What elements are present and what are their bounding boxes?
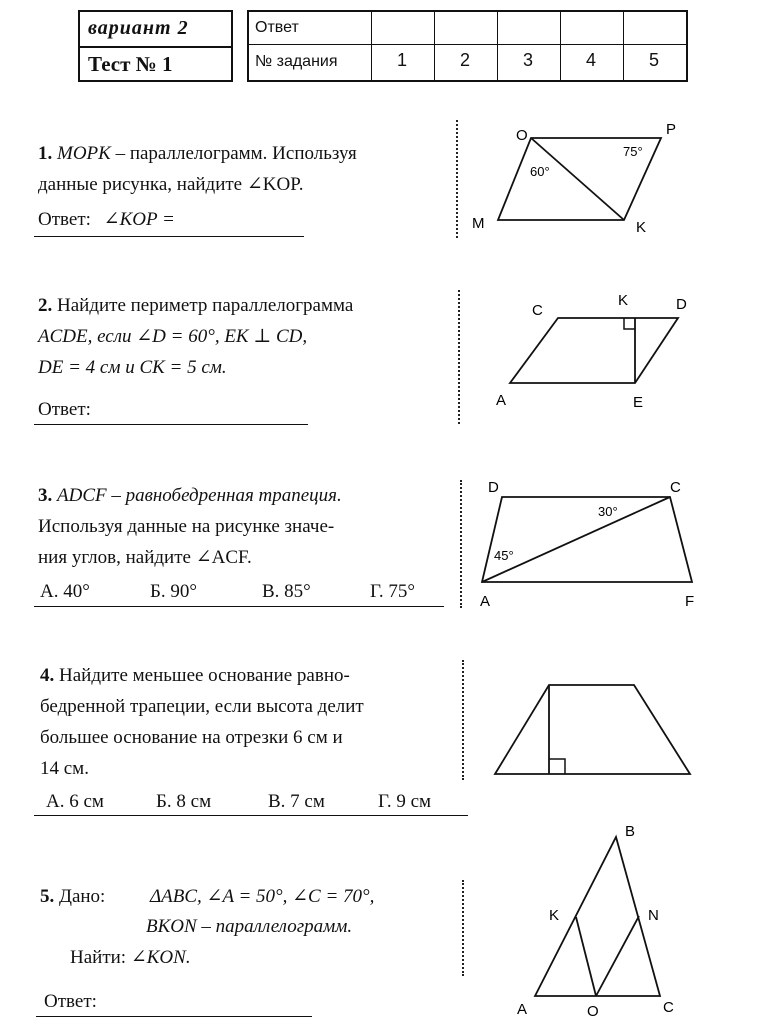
answer-cell-4[interactable] bbox=[562, 12, 622, 43]
label-k5: K bbox=[549, 907, 560, 924]
problem-4-line-1-text: Найдите меньшее основание равно- bbox=[59, 665, 350, 686]
problem-4-underline bbox=[34, 815, 468, 816]
label-k2: K bbox=[618, 292, 629, 309]
label-e: E bbox=[633, 394, 644, 411]
problem-5-given-label: Дано: bbox=[59, 886, 106, 907]
label-d: D bbox=[676, 296, 687, 313]
problem-4-option-v[interactable]: В. 7 см bbox=[268, 791, 325, 812]
problem-4-line-1 bbox=[40, 664, 350, 688]
problem-4-option-a[interactable]: А. 6 см bbox=[46, 791, 104, 812]
segment-ko bbox=[576, 917, 596, 996]
answer-row-divider bbox=[249, 44, 686, 45]
problem-2-line-1 bbox=[38, 294, 353, 318]
col-divider-4 bbox=[623, 12, 624, 80]
answer-table bbox=[247, 10, 688, 82]
label-c3: C bbox=[670, 479, 681, 496]
problem-1-line-1 bbox=[38, 142, 357, 166]
diagonal-ok bbox=[531, 138, 624, 220]
problem-3-option-g[interactable]: Г. 75° bbox=[370, 581, 415, 602]
problem-2-figure bbox=[488, 285, 708, 415]
diagonal-ac bbox=[482, 497, 670, 582]
task-number-1: 1 bbox=[397, 50, 408, 70]
problem-4-number: 4. bbox=[40, 665, 55, 686]
problem-2-line-2: ACDE, если ∠D = 60°, EK ⊥ CD, bbox=[38, 326, 308, 347]
answer-cell-2[interactable] bbox=[436, 12, 496, 43]
angle-30: 30° bbox=[598, 504, 618, 519]
label-k: K bbox=[636, 219, 647, 236]
problem-1-answer-expr: ∠KOP = bbox=[103, 209, 175, 230]
problem-3-line-3: ния углов, найдите ∠ACF. bbox=[38, 547, 252, 568]
answer-cell-3[interactable] bbox=[499, 12, 559, 43]
problem-4-figure bbox=[490, 675, 700, 785]
label-p: P bbox=[666, 121, 677, 138]
right-angle-mark-4 bbox=[549, 759, 565, 774]
problem-5-number: 5. bbox=[40, 886, 55, 907]
task-number-2: 2 bbox=[460, 50, 471, 70]
problem-1-figure bbox=[466, 110, 696, 240]
variant-box bbox=[78, 10, 233, 82]
problem-1-answer bbox=[38, 208, 175, 232]
angle-45: 45° bbox=[494, 548, 514, 563]
col-divider-0 bbox=[371, 12, 372, 80]
problem-5-find-value: ∠KON. bbox=[130, 947, 191, 968]
problem-3-underline bbox=[34, 606, 444, 607]
problem-1-figure-name: MOPK bbox=[57, 143, 111, 164]
label-o5: O bbox=[587, 1003, 599, 1020]
label-a3: A bbox=[480, 593, 491, 610]
isosceles-trapezoid bbox=[495, 685, 690, 774]
test-label: Тест № 1 bbox=[88, 52, 173, 76]
problem-1-separator bbox=[456, 120, 458, 238]
segment-on bbox=[596, 916, 639, 996]
label-m: M bbox=[472, 215, 485, 232]
task-row-label: № задания bbox=[255, 53, 338, 70]
problem-5-separator bbox=[462, 880, 464, 976]
col-divider-2 bbox=[497, 12, 498, 80]
problem-5-find-label: Найти: bbox=[70, 947, 127, 968]
trapezoid-adcf bbox=[482, 497, 692, 582]
label-a: A bbox=[496, 392, 507, 409]
problem-4-option-g[interactable]: Г. 9 см bbox=[378, 791, 432, 812]
parallelogram-acde bbox=[510, 318, 678, 383]
problem-4-line-3: большее основание на отрезки 6 см и bbox=[40, 727, 343, 748]
problem-5-figure bbox=[505, 818, 705, 1023]
problem-3-option-b[interactable]: Б. 90° bbox=[150, 581, 198, 602]
label-b5: B bbox=[625, 823, 636, 840]
col-divider-3 bbox=[560, 12, 561, 80]
label-o: O bbox=[516, 127, 528, 144]
right-angle-mark-k bbox=[624, 318, 635, 329]
problem-3-option-a[interactable]: А. 40° bbox=[40, 581, 90, 602]
problem-3-figure bbox=[472, 470, 712, 615]
problem-4-separator bbox=[462, 660, 464, 780]
problem-5-find bbox=[70, 946, 191, 970]
variant-label: вариант 2 bbox=[88, 17, 189, 39]
angle-75: 75° bbox=[623, 144, 643, 159]
problem-1-line-1-rest: – параллелограмм. Используя bbox=[110, 143, 357, 164]
problem-2-answer-label: Ответ: bbox=[38, 399, 91, 420]
answer-row-label: Ответ bbox=[255, 19, 299, 36]
answer-cell-5[interactable] bbox=[625, 12, 685, 43]
task-number-5: 5 bbox=[649, 50, 660, 70]
answer-cell-1[interactable] bbox=[373, 12, 433, 43]
problem-1-answer-label: Ответ: bbox=[38, 209, 91, 230]
problem-3-line-1-text: ADCF – равнобедренная трапеция. bbox=[57, 485, 342, 506]
problem-5-answer-label: Ответ: bbox=[44, 991, 97, 1012]
problem-5-given-1: ΔABC, ∠A = 50°, ∠C = 70°, bbox=[150, 886, 375, 907]
problem-3-line-1 bbox=[38, 484, 342, 508]
col-divider-1 bbox=[434, 12, 435, 80]
problem-3-number: 3. bbox=[38, 485, 53, 506]
label-c: C bbox=[532, 302, 543, 319]
problem-4-option-b[interactable]: Б. 8 см bbox=[156, 791, 212, 812]
problem-1-number: 1. bbox=[38, 143, 53, 164]
angle-60: 60° bbox=[530, 164, 550, 179]
problem-2-number: 2. bbox=[38, 295, 53, 316]
problem-1-answer-line[interactable] bbox=[34, 236, 304, 237]
label-d3: D bbox=[488, 479, 499, 496]
problem-4-line-4: 14 см. bbox=[40, 758, 89, 779]
problem-2-separator bbox=[458, 290, 460, 424]
label-n5: N bbox=[648, 907, 659, 924]
problem-5-given-2: BKON – параллелограмм. bbox=[146, 916, 353, 937]
label-a5: A bbox=[517, 1001, 528, 1018]
problem-5-line-1 bbox=[40, 885, 105, 909]
label-f3: F bbox=[685, 593, 695, 610]
problem-2-line-3: DE = 4 см и CK = 5 см. bbox=[38, 357, 227, 378]
task-number-3: 3 bbox=[523, 50, 534, 70]
problem-2-answer-line[interactable] bbox=[34, 424, 308, 425]
problem-3-separator bbox=[460, 480, 462, 608]
problem-3-line-2: Используя данные на рисунке значе- bbox=[38, 516, 335, 537]
task-number-4: 4 bbox=[586, 50, 597, 70]
problem-3-option-v[interactable]: В. 85° bbox=[262, 581, 311, 602]
problem-1-line-2: данные рисунка, найдите ∠KOP. bbox=[38, 174, 304, 195]
problem-2-line-1-text: Найдите периметр параллелограмма bbox=[57, 295, 354, 316]
problem-5-answer-line[interactable] bbox=[36, 1016, 312, 1017]
variant-divider bbox=[80, 46, 231, 48]
problem-4-line-2: бедренной трапеции, если высота делит bbox=[40, 696, 364, 717]
label-c5: C bbox=[663, 999, 674, 1016]
